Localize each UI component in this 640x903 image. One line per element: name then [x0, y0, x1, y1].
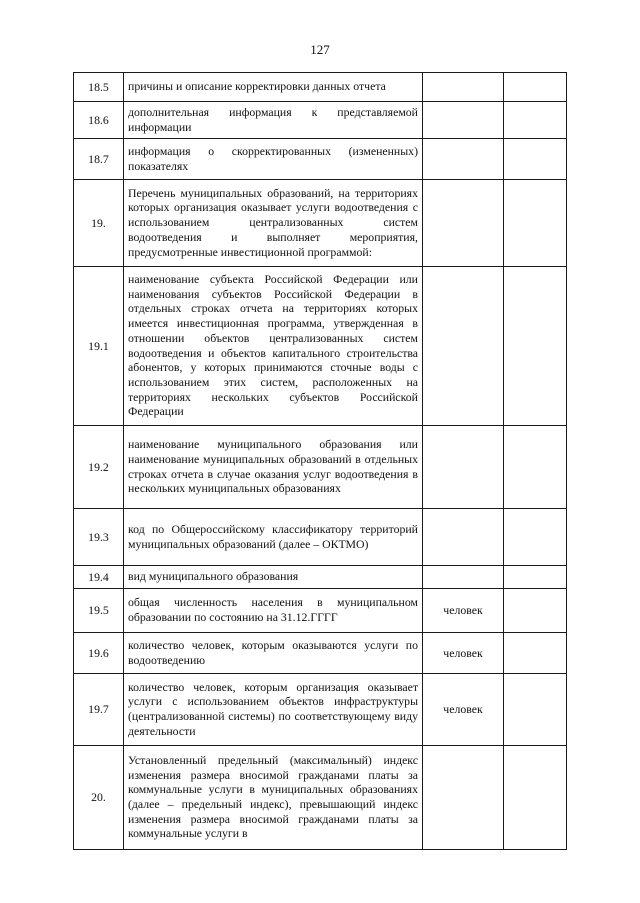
row-number: 19.4 [74, 566, 124, 589]
row-number: 19. [74, 180, 124, 267]
row-description: вид муниципального образования [124, 566, 423, 589]
row-description: код по Общероссийскому классификатору территорий муниципальных образований (далее – ОКТМО) [124, 509, 423, 566]
row-value-cell [504, 139, 567, 180]
row-description: количество человек, которым оказываются услуги по водоотведению [124, 633, 423, 674]
row-unit [423, 566, 504, 589]
row-number: 19.5 [74, 589, 124, 633]
row-description: наименование субъекта Российской Федерации или наименования субъектов Российской Федерации в отдельных строках отчета на территориях которых имеется инвестиционная программа, утвержденная в отношении объектов централизованных систем водоотведения и объектов капитального строительства абонентов, у которых принимаются сточные воды с использованием этих систем, расположенных на территориях нескольких субъектов Российской Федерации [124, 267, 423, 426]
table-row [74, 102, 567, 139]
table-row [74, 566, 567, 589]
row-unit: человек [423, 589, 504, 633]
row-description: причины и описание корректировки данных отчета [124, 73, 423, 102]
page-number: 127 [310, 42, 330, 57]
row-number: 19.3 [74, 509, 124, 566]
row-unit [423, 139, 504, 180]
table-row [74, 746, 567, 850]
row-description: наименование муниципального образования или наименование муниципальных образований в отдельных строках отчета в случае оказания услуг водоотведения в нескольких муниципальных образованиях [124, 426, 423, 509]
row-value-cell [504, 589, 567, 633]
row-number: 18.7 [74, 139, 124, 180]
row-description: дополнительная информация к представляемой информации [124, 102, 423, 139]
row-unit [423, 426, 504, 509]
table-row [74, 589, 567, 633]
report-fields-table [73, 72, 567, 850]
row-unit [423, 102, 504, 139]
row-unit [423, 267, 504, 426]
table-row [74, 674, 567, 746]
page-bottom-edge [0, 899, 640, 903]
row-value-cell [504, 674, 567, 746]
row-value-cell [504, 73, 567, 102]
row-description: Установленный предельный (максимальный) индекс изменения размера вносимой гражданами платы за коммунальные услуги в муниципальных образованиях (далее – предельный индекс), превышающий индекс изменения размера вносимой гражданами платы за коммунальные услуги в [124, 746, 423, 850]
row-description: общая численность населения в муниципальном образовании по состоянию на 31.12.ГГГГ [124, 589, 423, 633]
row-description: Перечень муниципальных образований, на территориях которых организация оказывает услуги водоотведения с использованием централизованных систем водоотведения и выполняет мероприятия, предусмотренные инвестиционной программой: [124, 180, 423, 267]
row-number: 18.5 [74, 73, 124, 102]
row-value-cell [504, 566, 567, 589]
row-value-cell [504, 102, 567, 139]
row-number: 19.6 [74, 633, 124, 674]
row-unit [423, 509, 504, 566]
row-value-cell [504, 509, 567, 566]
row-value-cell [504, 180, 567, 267]
row-number: 18.6 [74, 102, 124, 139]
row-value-cell [504, 746, 567, 850]
row-number: 19.7 [74, 674, 124, 746]
row-unit [423, 180, 504, 267]
table-row [74, 509, 567, 566]
table-row [74, 73, 567, 102]
table-row [74, 426, 567, 509]
table-row [74, 180, 567, 267]
row-number: 20. [74, 746, 124, 850]
row-unit: человек [423, 674, 504, 746]
row-unit [423, 73, 504, 102]
row-unit: человек [423, 633, 504, 674]
row-value-cell [504, 426, 567, 509]
table-row [74, 267, 567, 426]
row-value-cell [504, 267, 567, 426]
table-row [74, 633, 567, 674]
table-row [74, 139, 567, 180]
row-description: количество человек, которым организация оказывает услуги с использованием объектов инфраструктуры (централизованной системы) по соответствующему виду деятельности [124, 674, 423, 746]
row-number: 19.2 [74, 426, 124, 509]
row-unit [423, 746, 504, 850]
row-value-cell [504, 633, 567, 674]
row-number: 19.1 [74, 267, 124, 426]
row-description: информация о скорректированных (измененных) показателях [124, 139, 423, 180]
